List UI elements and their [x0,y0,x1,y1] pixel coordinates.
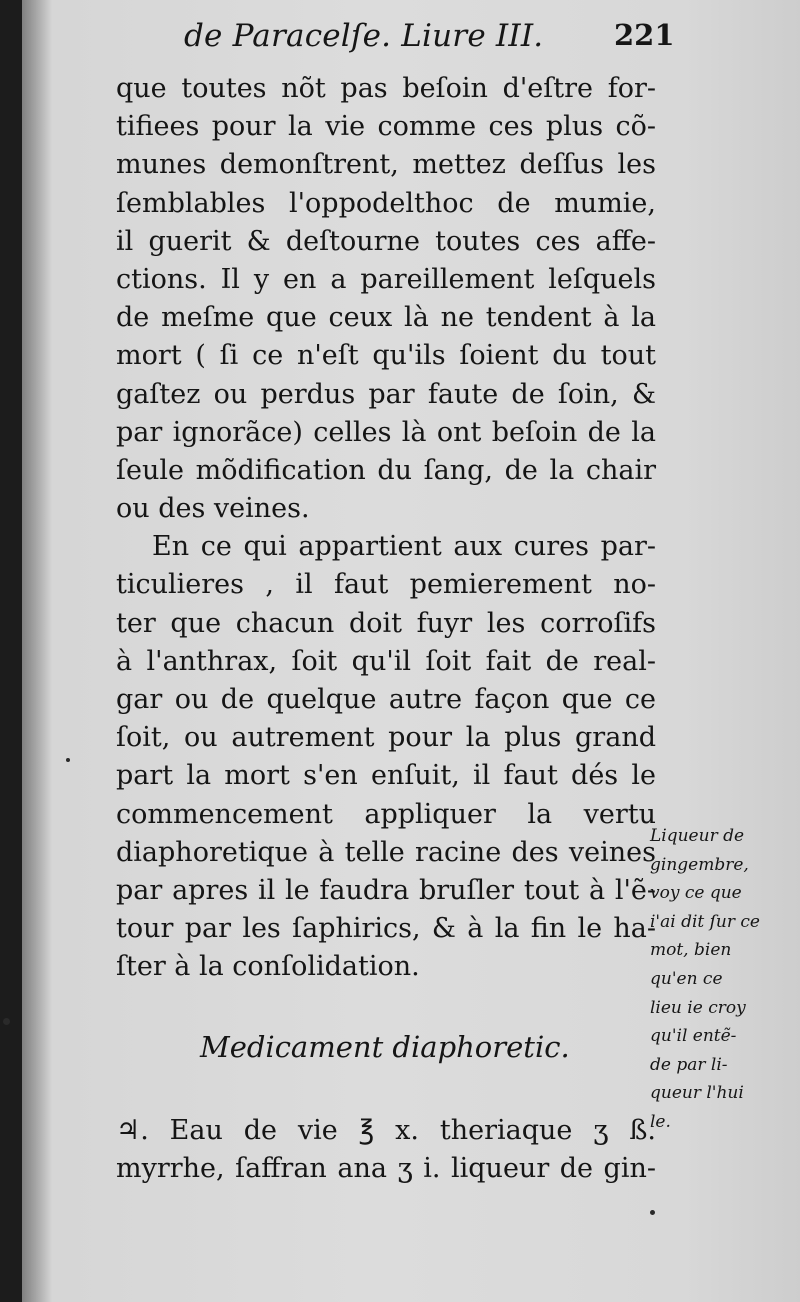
margin-note [650,822,790,1137]
text-line: ſeule mõdification du ſang, de la chair [116,454,656,486]
margin-note-line: mot, bien [650,940,732,961]
text-line: à l'anthrax, ſoit qu'il ſoit fait de real- [116,645,656,677]
text-line: En ce qui appartient aux cures par- [152,531,656,563]
text-line: que toutes nõt pas beſoin d'eſtre for- [116,73,656,104]
text-line: commencement appliquer la vertu [116,798,656,830]
text-line: il guerit & deſtourne toutes ces affe- [116,225,656,257]
text-line: munes demonſtrent, mettez deſſus les [116,149,656,181]
running-head [184,18,784,62]
text-line: gaſtez ou perdus par faute de ſoin, & [116,378,656,410]
margin-note-line: Liqueur de [650,826,745,846]
text-line: ter que chacun doit fuyr les corroſifs [116,607,656,639]
recipe-line: myrrhe, ſaffran ana ʒ i. liqueur de gin- [116,1153,656,1185]
margin-note-line: de par li- [650,1054,728,1075]
ink-speck [3,1018,10,1025]
text-line: ctions. Il y en a pareillement leſquels [116,263,656,295]
ink-speck [66,758,70,762]
text-line: part la mort s'en enſuit, il faut dés le [116,760,656,792]
text-line: tifiees pour la vie comme ces plus cõ- [116,111,656,143]
margin-note-line: i'ai dit ſur ce [650,911,760,932]
running-title: de Paracelſe. Liure III. [184,18,544,54]
text-line: ou des veines. [116,493,310,525]
page-number: 221 [614,18,675,52]
margin-note-line: qu'il entẽ- [650,1026,737,1047]
margin-note-line: queur l'hui [650,1083,744,1104]
section-heading: Medicament diaphoretic. [200,1030,570,1064]
text-line: ſter à la conſolidation. [116,951,420,983]
margin-note-line: voy ce que [650,883,742,904]
margin-note-line: lieu ie croy [650,997,746,1018]
text-line: par apres il le faudra bruſler tout à l'ẽ- [116,874,656,906]
text-line: de meſme que ceux là ne tendent à la [116,302,656,334]
margin-note-line: le. [650,1111,671,1132]
paragraph-1 [116,70,656,528]
text-line: diaphoretique à telle racine des veines [116,836,656,868]
gutter-shadow [22,0,52,1302]
text-line: ſoit, ou autrement pour la plus grand [116,722,656,754]
text-line: tour par les ſaphirics, & à la fin le ha- [116,913,656,945]
paragraph-2 [116,528,656,986]
recipe-text [116,1112,656,1188]
ink-speck [650,1210,655,1215]
margin-note-line: gingembre, [650,854,749,875]
text-line: par ignorãce) celles là ont beſoin de la [116,416,656,448]
text-line: ſemblables l'oppodelthoc de mumie, [116,187,656,219]
text-line: ticulieres , il faut pemierement no- [116,569,656,601]
margin-note-line: qu'en ce [650,968,723,989]
main-text [116,70,656,987]
text-line: gar ou de quelque autre façon que ce [116,684,656,715]
book-page [22,0,800,1302]
text-line: mort ( ſi ce n'eſt qu'ils ſoient du tout [116,340,656,372]
recipe-line: ♃. Eau de vie ℥ x. theriaque ʒ ß. [116,1115,656,1146]
